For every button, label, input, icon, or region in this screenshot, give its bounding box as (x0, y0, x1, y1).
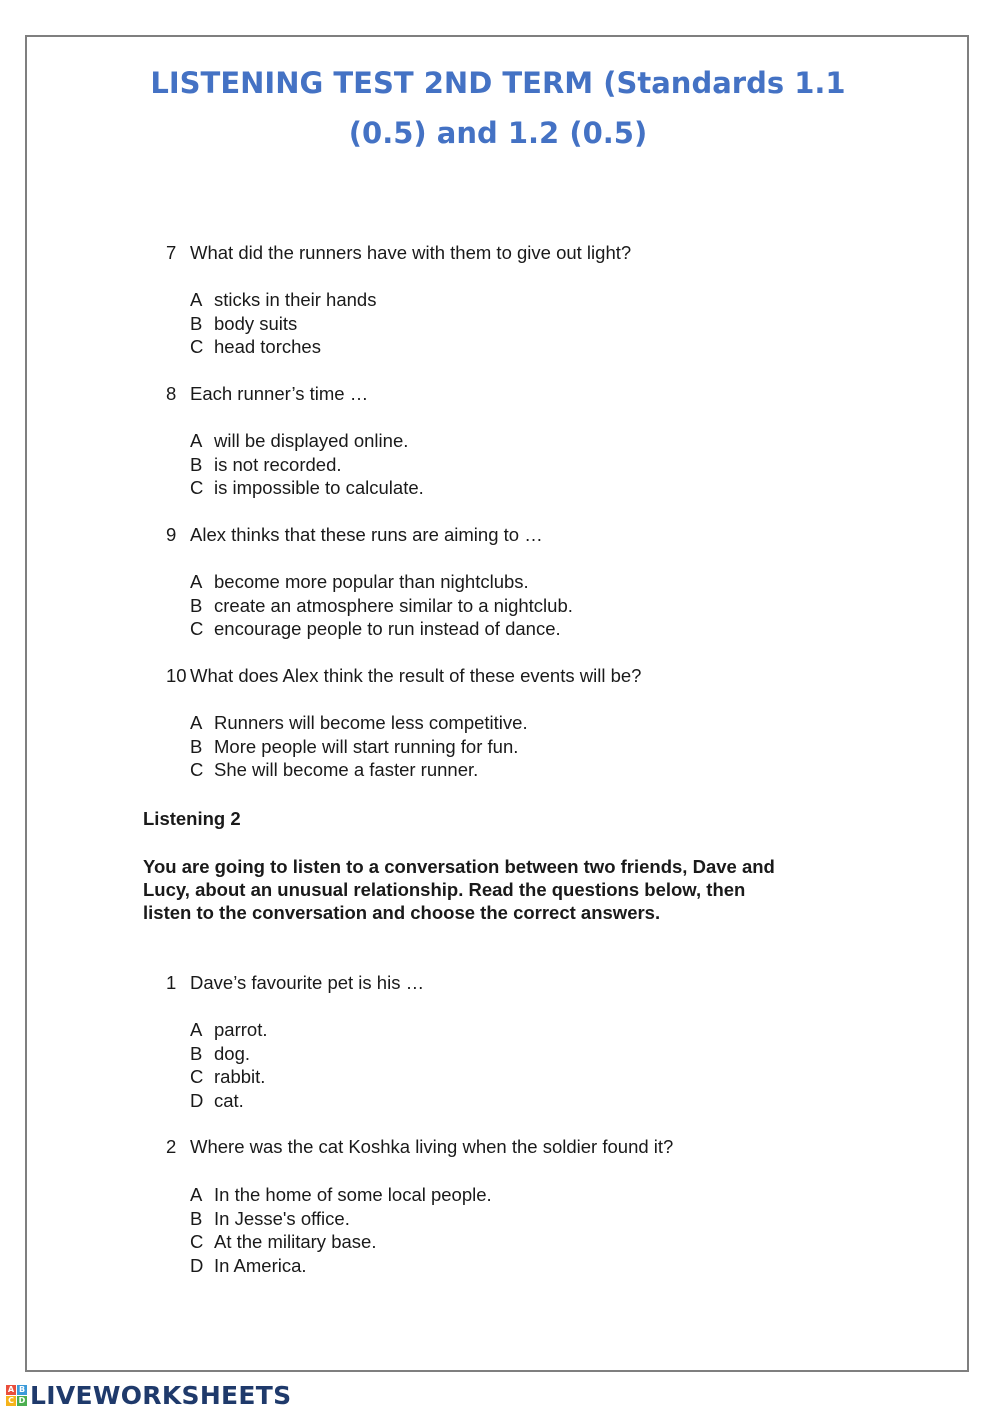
question-text: What does Alex think the result of these events will be? (190, 665, 642, 686)
question-text: Each runner’s time … (190, 383, 369, 404)
options-question-10 (190, 711, 528, 782)
logo-mark-icon: A B C D (7, 1384, 26, 1405)
option-d[interactable]: D cat. (190, 1089, 244, 1111)
option-d[interactable]: D In America. (190, 1254, 307, 1276)
question-number: 10 (166, 665, 187, 686)
options-question-7 (190, 288, 376, 359)
logo-text: LIVEWORKSHEETS (30, 1380, 292, 1410)
option-c[interactable]: C head torches (190, 336, 321, 357)
question-1 (166, 972, 424, 994)
options-question-2 (190, 1183, 492, 1277)
page-title (25, 58, 971, 158)
question-text: Dave’s favourite pet is his … (190, 972, 425, 993)
option-a[interactable]: A will be displayed online. (190, 430, 409, 451)
question-number: 2 (166, 1136, 177, 1157)
option-b[interactable]: B More people will start running for fun. (190, 735, 519, 757)
option-b[interactable]: B In Jesse's office. (190, 1207, 350, 1229)
option-c[interactable]: C rabbit. (190, 1066, 266, 1087)
option-a[interactable]: A In the home of some local people. (190, 1184, 492, 1205)
question-9 (166, 524, 543, 546)
question-number: 1 (166, 972, 177, 993)
option-a[interactable]: A Runners will become less competitive. (190, 712, 528, 733)
question-7 (166, 242, 631, 264)
option-c[interactable]: C She will become a faster runner. (190, 759, 479, 780)
option-c[interactable]: C is impossible to calculate. (190, 477, 424, 498)
question-number: 9 (166, 524, 177, 545)
section-heading: Listening 2 (143, 808, 241, 829)
question-2 (166, 1136, 673, 1158)
option-c[interactable]: C encourage people to run instead of dance. (190, 618, 561, 639)
question-8 (166, 383, 368, 405)
option-a[interactable]: A become more popular than nightclubs. (190, 571, 529, 592)
question-text: Where was the cat Koshka living when the soldier found it? (190, 1136, 674, 1157)
question-10 (166, 665, 641, 687)
liveworksheets-logo[interactable] (6, 1380, 291, 1410)
option-b[interactable]: B body suits (190, 312, 298, 334)
option-a[interactable]: A parrot. (190, 1019, 268, 1040)
option-b[interactable]: B is not recorded. (190, 453, 342, 475)
question-number: 8 (166, 383, 177, 404)
title-line-1: LISTENING TEST 2ND TERM (Standards 1.1 (150, 66, 846, 100)
question-text: Alex thinks that these runs are aiming to … (190, 524, 543, 545)
options-question-9 (190, 570, 573, 641)
title-line-2: (0.5) and 1.2 (0.5) (348, 116, 648, 150)
option-a[interactable]: A sticks in their hands (190, 289, 377, 310)
options-question-1 (190, 1018, 267, 1112)
page-border (25, 35, 969, 1372)
section-instructions: You are going to listen to a conversation between two friends, Dave and Lucy, about an unusual relationship. Read the questions below, then listen to the conversation and choose the correct answers. (143, 856, 775, 923)
option-c[interactable]: C At the military base. (190, 1231, 377, 1252)
option-b[interactable]: B create an atmosphere similar to a nightclub. (190, 594, 573, 616)
option-b[interactable]: B dog. (190, 1042, 251, 1064)
question-text: What did the runners have with them to give out light? (190, 242, 632, 263)
options-question-8 (190, 429, 424, 500)
question-number: 7 (166, 242, 177, 263)
